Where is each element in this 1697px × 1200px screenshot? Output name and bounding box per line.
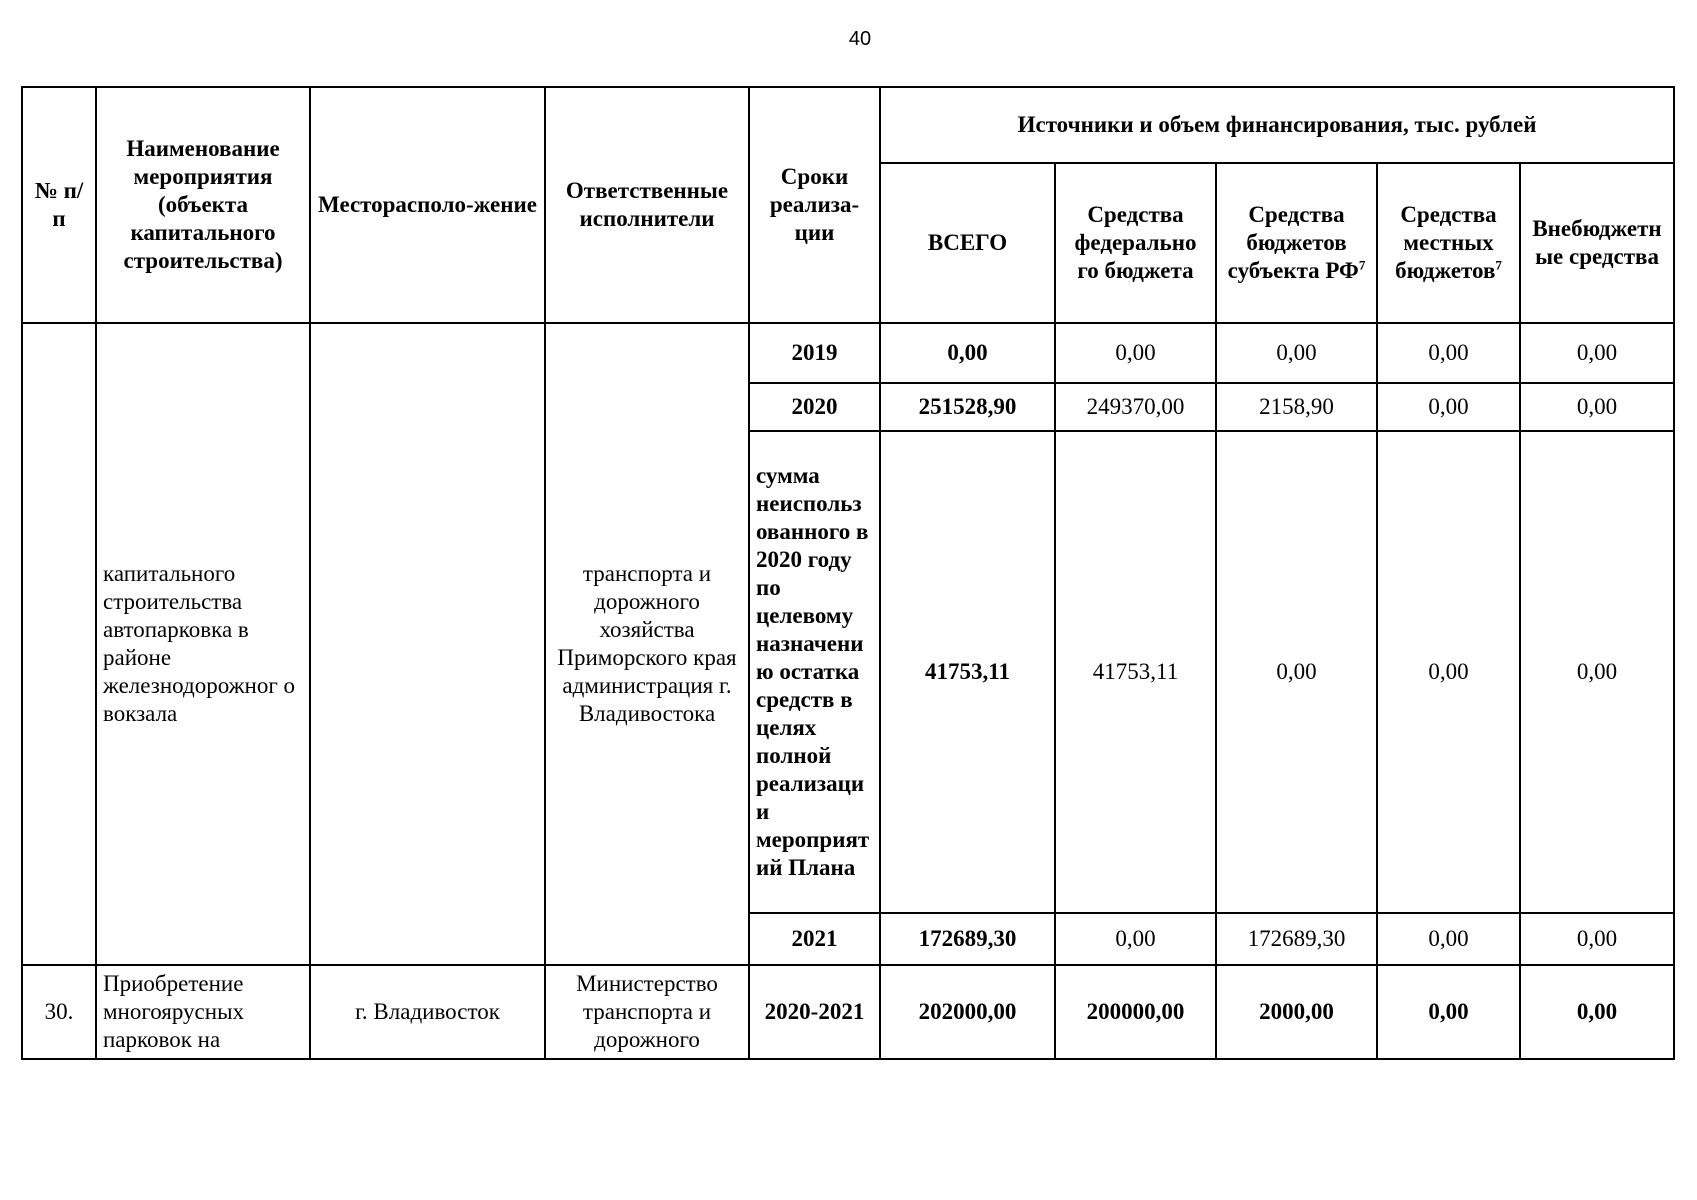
total-cell: 172689,30 bbox=[880, 913, 1055, 965]
item-29-executors: транспорта и дорожного хозяйства Приморского края администрация г. Владивостока bbox=[545, 323, 749, 965]
header-terms: Сроки реализа-ции bbox=[749, 87, 880, 323]
federal-cell: 249370,00 bbox=[1055, 383, 1216, 431]
item-30-executors: Министерство транспорта и дорожного bbox=[545, 965, 749, 1059]
total-cell: 251528,90 bbox=[880, 383, 1055, 431]
item-29-num bbox=[22, 323, 96, 965]
local-cell: 0,00 bbox=[1377, 965, 1520, 1059]
item-30-num: 30. bbox=[22, 965, 96, 1059]
offbudget-cell: 0,00 bbox=[1520, 323, 1674, 383]
offbudget-cell: 0,00 bbox=[1520, 965, 1674, 1059]
header-row-1 bbox=[22, 87, 1674, 163]
subject-cell: 0,00 bbox=[1216, 431, 1377, 913]
item-29-name: капитального строительства автопарковка в районе железнодорожног о вокзала bbox=[96, 323, 310, 965]
header-name: Наименование мероприятия (объекта капитального строительства) bbox=[96, 87, 310, 323]
offbudget-cell: 0,00 bbox=[1520, 383, 1674, 431]
offbudget-cell: 0,00 bbox=[1520, 431, 1674, 913]
total-cell: 202000,00 bbox=[880, 965, 1055, 1059]
header-executors: Ответственные исполнители bbox=[545, 87, 749, 323]
federal-cell: 200000,00 bbox=[1055, 965, 1216, 1059]
local-cell: 0,00 bbox=[1377, 913, 1520, 965]
term-cell: 2019 bbox=[749, 323, 880, 383]
header-num: № п/п bbox=[22, 87, 96, 323]
term-cell: 2020-2021 bbox=[749, 965, 880, 1059]
term-note-cell: сумма неиспользованного в 2020 году по целевому назначению остатка средств в целях полной реализации мероприятий Плана bbox=[749, 431, 880, 913]
table-row bbox=[22, 323, 1674, 383]
subject-cell: 2000,00 bbox=[1216, 965, 1377, 1059]
item-29-location bbox=[310, 323, 545, 965]
page-number: 40 bbox=[848, 28, 872, 50]
subject-cell: 172689,30 bbox=[1216, 913, 1377, 965]
table-row bbox=[22, 965, 1674, 1059]
local-cell: 0,00 bbox=[1377, 383, 1520, 431]
funding-table bbox=[21, 86, 1675, 1060]
total-cell: 41753,11 bbox=[880, 431, 1055, 913]
item-30-name: Приобретение многоярусных парковок на bbox=[96, 965, 310, 1059]
header-location: Месторасполо-жение bbox=[310, 87, 545, 323]
total-cell: 0,00 bbox=[880, 323, 1055, 383]
header-funding-group: Источники и объем финансирования, тыс. рублей bbox=[880, 87, 1674, 163]
subject-cell: 0,00 bbox=[1216, 323, 1377, 383]
offbudget-cell: 0,00 bbox=[1520, 913, 1674, 965]
header-federal: Средства федерально го бюджета bbox=[1055, 163, 1216, 323]
term-cell: 2021 bbox=[749, 913, 880, 965]
federal-cell: 41753,11 bbox=[1055, 431, 1216, 913]
header-offbudget: Внебюджетн ые средства bbox=[1520, 163, 1674, 323]
subject-cell: 2158,90 bbox=[1216, 383, 1377, 431]
local-cell: 0,00 bbox=[1377, 431, 1520, 913]
header-local: Средства местных бюджетов$^7$ bbox=[1377, 163, 1520, 323]
header-subject: Средства бюджетов субъекта $РФ^7$ bbox=[1216, 163, 1377, 323]
local-cell: 0,00 bbox=[1377, 323, 1520, 383]
federal-cell: 0,00 bbox=[1055, 323, 1216, 383]
item-30-location: г. Владивосток bbox=[310, 965, 545, 1059]
federal-cell: 0,00 bbox=[1055, 913, 1216, 965]
term-cell: 2020 bbox=[749, 383, 880, 431]
header-total: ВСЕГО bbox=[880, 163, 1055, 323]
